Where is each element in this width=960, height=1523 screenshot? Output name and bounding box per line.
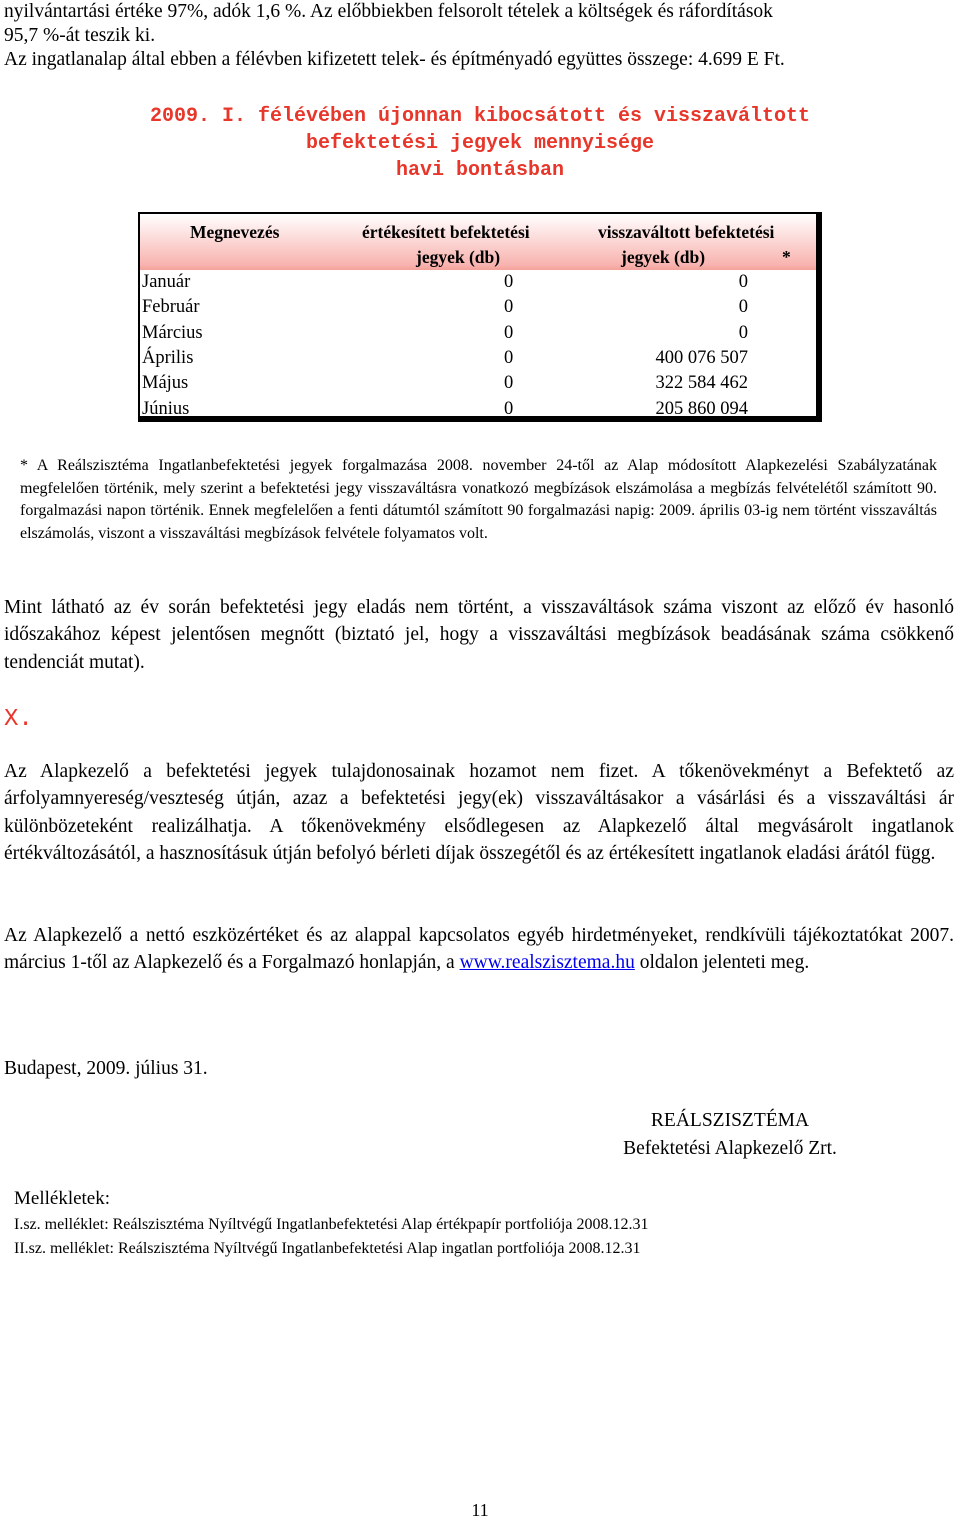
table-row [140,371,816,396]
header-megnevezes: Megnevezés [190,222,280,242]
cell-month: Május [142,373,189,394]
paragraph-yield: Az Alapkezelő a befektetési jegyek tulajdonosainak hozamot nem fizet. A tőkenövekményt a Befektető az árfolyamnyereség/veszteség útján, azaz a befektetési jegy(ek) visszaváltásakor a vásárlási és a visszaváltási ár különbözeteként realizálhatja. A tőkenövekmény elsődlegesen az Alapkezelő által megvásárolt ingatlanok értékváltozásától, a hasznosításuk útján befolyó bérleti díjak összegétől és az értékesített ingatlanok eladási árától függ. [4,761,954,864]
cell-month: Március [142,322,203,343]
monthly-units-table [138,212,822,422]
intro-line: nyilvántartási értéke 97%, adók 1,6 %. Az előbbiekben felsorolt tételek a költségek és ráfordítások [4,1,773,22]
table-row [140,346,816,371]
paragraph-publication [4,922,954,977]
intro-line: 95,7 %-át teszik ki. [4,25,156,46]
cell-redeemed: 0 [738,272,748,292]
header-sold-line2: jegyek (db) [416,247,501,267]
cell-redeemed: 322 584 462 [655,373,748,394]
cell-redeemed: 0 [738,297,748,318]
table-header [140,214,816,270]
header-sold-line1: értékesített befektetési [362,222,530,242]
cell-sold: 0 [504,322,514,343]
paragraph-publication-text-end: oldalon jelenteti meg. [634,952,810,974]
paragraph-summary: Mint látható az év során befektetési jegy eladás nem történt, a visszaváltások száma viszont az előző év hasonló időszakához képest jelentősen megnőtt (biztató jel, hogy a visszaváltási megbízások beadásának száma csökkenő tendenciát mutat). [4,597,954,673]
cell-sold: 0 [504,398,514,419]
table-row [140,397,816,422]
intro-line: Az ingatlanalap által ebben a félévben kifizetett telek- és építményadó együttes összege: 4.699 E Ft. [4,49,785,70]
signature-company-full: Befektetési Alapkezelő Zrt. [623,1138,837,1159]
signature-company: REÁLSZISZTÉMA [650,1110,810,1131]
attachment-item: I.sz. melléklet: Reálszisztéma Nyíltvégű Ingatlanbefektetési Alap értékpapír portfoliója 2008.12.31 [14,1216,649,1233]
cell-month: Június [142,398,190,419]
signature-block [580,1107,880,1163]
header-asterisk: * [782,247,791,267]
header-redeemed-line1: visszaváltott befektetési [598,222,775,242]
cell-month: Február [142,297,200,318]
date-place: Budapest, 2009. július 31. [4,1058,208,1079]
table-row [140,295,816,320]
cell-sold: 0 [504,347,514,368]
cell-redeemed: 205 860 094 [655,398,748,419]
table-title [90,103,870,184]
cell-sold: 0 [504,297,514,318]
header-redeemed-line2: jegyek (db) [621,247,706,267]
attachment-item: II.sz. melléklet: Reálszisztéma Nyíltvégű Ingatlanbefektetési Alap ingatlan portfoliója 2008.12.31 [14,1240,641,1257]
cell-month: Január [142,272,191,292]
table-title-line: befektetési jegyek mennyisége [305,132,655,155]
footnote: * A Reálszisztéma Ingatlanbefektetési jegyek forgalmazása 2008. november 24-től az Alap módosított Alapkezelési Szabályzatának megfelelően történik, mely szerint a befektetési jegy visszaváltásra vonatkozó megbízások elszámolása a megbízás felvételétől számított 90. forgalmazási napon történik. Ennek megfelelően a fenti dátumtól számított 90 forgalmazási napig: 2009. április 03-ig nem történt visszaváltás elszámolás, viszont a visszaváltási megbízások felvétele folyamatos volt. [20,457,937,542]
cell-month: Április [142,347,194,368]
page-number: 11 [471,1500,489,1520]
website-link[interactable]: www.realszisztema.hu [459,952,635,974]
cell-sold: 0 [504,272,514,292]
table-title-line: 2009. I. félévében újonnan kibocsátott és visszaváltott [149,105,811,128]
table-row [140,321,816,346]
table-row [140,270,816,295]
attachments-heading: Mellékletek: [14,1188,111,1209]
cell-redeemed: 0 [738,322,748,343]
cell-redeemed: 400 076 507 [655,347,748,368]
paragraph-publication-text: Az Alapkezelő a nettó eszközértéket és az alappal kapcsolatos egyéb hirdetményeket, rendkívüli tájékoztatókat 2007. március 1-től az Alapkezelő és a Forgalmazó honlapján, a [4,925,954,974]
section-heading: X. [4,706,33,733]
table-title-line: havi bontásban [395,159,565,182]
cell-sold: 0 [504,373,514,394]
intro-text [4,0,956,72]
